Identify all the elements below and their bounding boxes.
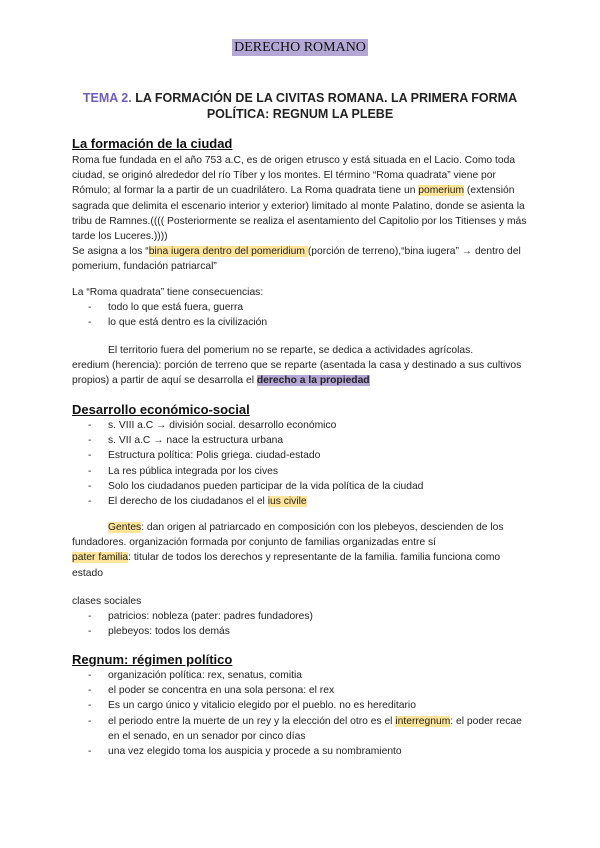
list-item: - La res pública integrada por los cives [88,465,278,477]
list-clases [88,609,528,639]
list-item: - s. VII a.C → nace la estructura urbana [88,435,284,447]
list-item: - organización política: rex, senatus, comitia [88,670,303,681]
list-regnum [88,668,528,759]
list-item: - El derecho de los ciudadanos el el ius civile [88,496,307,508]
list-item: - s. VIII a.C → división social. desarrollo económico [88,420,337,431]
highlight-bina-iugera: bina iugera dentro del pomeridium [148,246,308,258]
highlight-pomerium: pomerium [418,185,465,197]
list-item: - lo que está dentro es la civilización [88,317,268,329]
topic-title: LA FORMACIÓN DE LA CIVITAS ROMANA. LA PRIMERA FORMA POLÍTICA: REGNUM LA PLEBE [135,91,518,121]
section-heading-formacion: La formación de la ciudad [72,136,233,151]
paragraph-gentes: Gentes: dan origen al patriarcado en composición con los plebeyos, descienden de los fundadores. organización formada por conjunto de familias organizadas entre sí pater familia: titular de todos los derechos y representante de la familia. familia funciona como estado [72,522,504,579]
list-item: - una vez elegido toma los auspicia y procede a su nombramiento [88,746,402,758]
highlight-interregnum: interregnum [395,715,451,727]
list-desarrollo [88,418,528,509]
paragraph-clases-sociales: clases sociales [72,596,142,607]
topic-number: TEMA 2. [82,91,132,105]
section-heading-desarrollo: Desarrollo económico-social [72,402,250,417]
highlight-derecho-propiedad: derecho a la propiedad [256,375,370,387]
section-heading-regnum: Regnum: régimen político [72,652,233,667]
paragraph-territorio: El territorio fuera del pomerium no se reparte, se dedica a actividades agrícolas. eredium (herencia): porción de terreno que se reparte (asentada la casa y destinado a sus cultivos propios) a partir de aquí se desarrolla el derecho a la propiedad [72,345,522,387]
topic-heading [80,90,520,122]
paragraph-roma-fundada: Roma fue fundada en el año 753 a.C, es de origen etrusco y está situada en el Lacio. Como toda ciudad, se originó alrededor del río Tíber y los montes. El término “Roma quadrata” viene por Rómulo; al formar la a partir de un cuadrilátero. La Roma quadrata tiene un pomerium (extensión sagrada que delimita el escenario interior y exterior) limitado al monte Palatino, donde se asienta la tribu de Ramnes.(((( Posteriormente se realiza el asentamiento del Capitolio por los Titienses y más tarde los Luceres.)))) Se asigna a los “bina iugera dentro del pomeridium (porción de terreno),“bina iugera” → dentro del pomerium, fundación patriarcal” [72,155,527,273]
list-item: - todo lo que está fuera, guerra [88,302,244,313]
list-item: - patricios: nobleza (pater: padres fundadores) [88,611,313,622]
list-item: - Solo los ciudadanos pueden participar de la vida política de la ciudad [88,480,424,492]
highlight-ius-civile: ius civile [267,496,307,508]
highlight-gentes: Gentes [108,522,142,533]
list-item: - el poder se concentra en una sola persona: el rex [88,685,335,697]
document-title: DERECHO ROMANO [234,40,366,55]
list-item: - Es un cargo único y vitalicio elegido por el pueblo. no es hereditario [88,700,416,712]
list-consecuencias [88,300,528,330]
list-item: - plebeyos: todos los demás [88,626,230,638]
highlight-pater-familia: pater familia [72,552,129,564]
paragraph-roma-quadrata: La “Roma quadrata” tiene consecuencias: [72,287,264,298]
list-item: - Estructura política: Polis griega. ciudad-estado [88,450,321,462]
list-item: - el periodo entre la muerte de un rey y la elección del otro es el interregnum: el poder recae en el senado, en un senador por cinco días [88,715,522,742]
